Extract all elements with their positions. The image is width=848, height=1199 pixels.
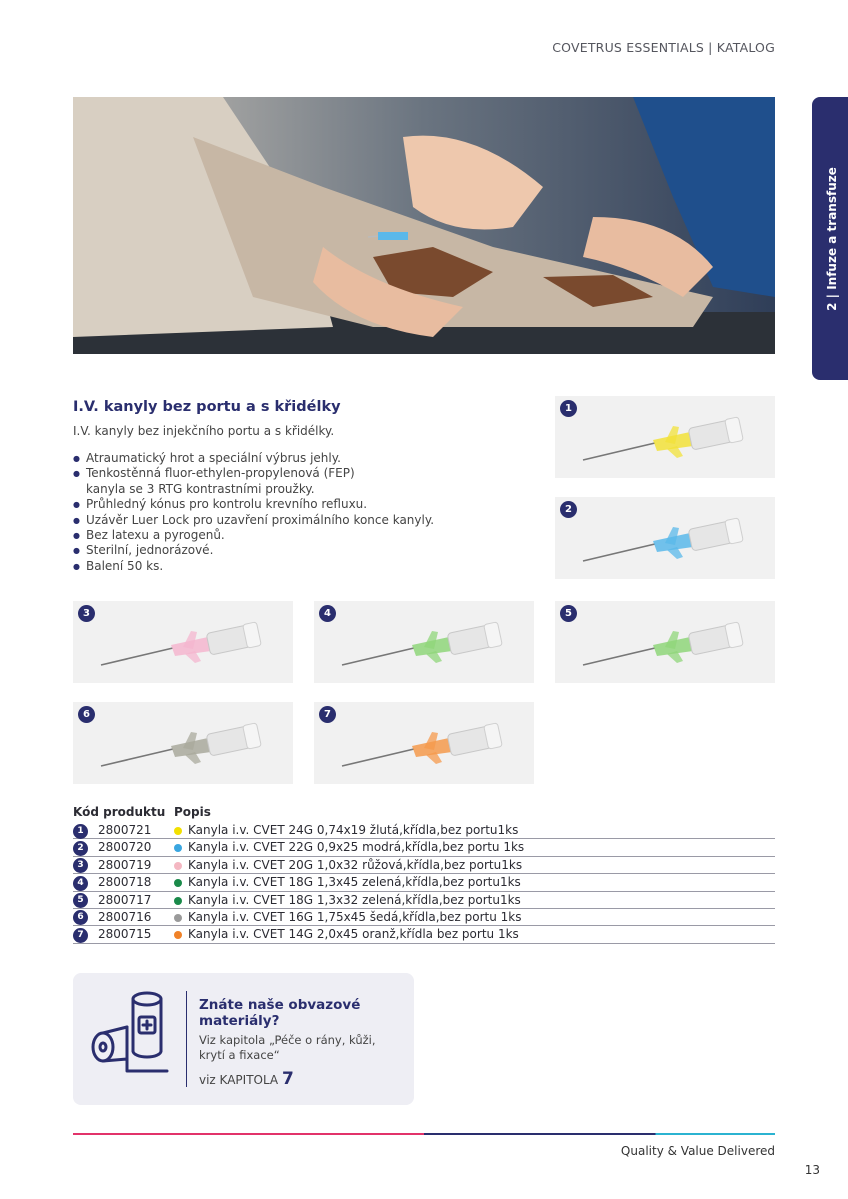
needle xyxy=(342,648,414,665)
info-box-text: Viz kapitola „Péče o rány, kůži, krytí a fixace“ xyxy=(199,1033,376,1062)
needle xyxy=(342,749,414,766)
related-chapter-box[interactable] xyxy=(73,973,414,1105)
product-table xyxy=(73,822,775,944)
product-number-badge: 4 xyxy=(319,605,336,622)
section-subtitle: I.V. kanyly bez injekčního portu a s křidélky. xyxy=(73,424,335,438)
product-number-badge: 5 xyxy=(560,605,577,622)
product-image-3 xyxy=(73,601,293,683)
table-row[interactable] xyxy=(73,822,775,839)
product-description: Kanyla i.v. CVET 18G 1,3x45 zelená,křídla,bez portu1ks xyxy=(188,875,521,890)
chapter-side-tab[interactable] xyxy=(812,97,848,380)
feature-list xyxy=(73,451,473,574)
cannula-icon xyxy=(314,702,534,784)
row-number-badge: 2 xyxy=(73,841,88,856)
color-dot xyxy=(174,862,182,870)
page-header: COVETRUS ESSENTIALS | KATALOG xyxy=(552,40,775,55)
product-code: 2800717 xyxy=(98,892,152,907)
product-number-badge: 2 xyxy=(560,501,577,518)
needle xyxy=(583,544,655,561)
product-code: 2800720 xyxy=(98,840,152,855)
hero-photo xyxy=(73,97,775,354)
needle xyxy=(101,749,173,766)
product-description: Kanyla i.v. CVET 22G 0,9x25 modrá,křídla,bez portu 1ks xyxy=(188,840,525,855)
chapter-side-tab-label: 2 | Infuze a transfuze xyxy=(825,166,839,311)
needle xyxy=(583,443,655,460)
product-number-badge: 6 xyxy=(78,706,95,723)
feature-item: ● Uzávěr Luer Lock pro uzavření proximálního konce kanyly. xyxy=(73,513,473,528)
row-number-badge: 7 xyxy=(73,928,88,943)
divider xyxy=(186,991,187,1087)
chapter-reference-prefix: viz KAPITOLA xyxy=(199,1073,279,1087)
product-image-2 xyxy=(555,497,775,579)
color-dot xyxy=(174,879,182,887)
footer-tagline: Quality & Value Delivered xyxy=(620,1144,775,1158)
feature-item: ● Tenkostěnná fluor-ethylen-propylenová (FEP) kanyla se 3 RTG kontrastními proužky. xyxy=(73,466,473,497)
row-number-badge: 3 xyxy=(73,858,88,873)
table-row[interactable] xyxy=(73,857,775,874)
feature-item: ● Atraumatický hrot a speciální výbrus jehly. xyxy=(73,451,473,466)
table-row[interactable] xyxy=(73,926,775,943)
row-number-badge: 4 xyxy=(73,876,88,891)
column-header-code: Kód produktu xyxy=(73,805,166,819)
page-number: 13 xyxy=(804,1163,820,1177)
table-row[interactable] xyxy=(73,839,775,856)
product-number-badge: 7 xyxy=(319,706,336,723)
product-image-4 xyxy=(314,601,534,683)
cannula-icon xyxy=(555,497,775,579)
feature-item: ● Sterilní, jednorázové. xyxy=(73,543,473,558)
row-number-badge: 5 xyxy=(73,893,88,908)
table-row[interactable] xyxy=(73,892,775,909)
product-code: 2800721 xyxy=(98,823,152,837)
column-header-description: Popis xyxy=(174,805,211,819)
feature-item: ● Balení 50 ks. xyxy=(73,559,473,574)
product-description: Kanyla i.v. CVET 18G 1,3x32 zelená,křídla,bez portu1ks xyxy=(188,892,521,907)
product-code: 2800716 xyxy=(98,909,152,924)
product-code: 2800718 xyxy=(98,875,152,890)
product-image-6 xyxy=(73,702,293,784)
cannula-icon xyxy=(73,702,293,784)
row-number-badge: 1 xyxy=(73,824,88,839)
product-description: Kanyla i.v. CVET 24G 0,74x19 žlutá,křídla,bez portu1ks xyxy=(188,823,519,837)
product-description: Kanyla i.v. CVET 16G 1,75x45 šedá,křídla,bez portu 1ks xyxy=(188,909,522,924)
table-row[interactable] xyxy=(73,909,775,926)
feature-item: ● Bez latexu a pyrogenů. xyxy=(73,528,473,543)
product-description: Kanyla i.v. CVET 20G 1,0x32 růžová,křídla,bez portu1ks xyxy=(188,857,523,872)
feature-item: ● Průhledný kónus pro kontrolu krevního refluxu. xyxy=(73,497,473,512)
chapter-reference-number: 7 xyxy=(281,1069,294,1089)
color-dot xyxy=(174,931,182,939)
footer-divider xyxy=(73,1133,775,1135)
cannula-icon xyxy=(314,601,534,683)
product-code: 2800719 xyxy=(98,857,152,872)
table-row[interactable] xyxy=(73,874,775,891)
needle xyxy=(101,648,173,665)
color-dot xyxy=(174,897,182,905)
info-box-title: Znáte naše obvazové materiály? xyxy=(199,997,361,1029)
product-image-1 xyxy=(555,396,775,478)
product-code: 2800715 xyxy=(98,927,152,942)
color-dot xyxy=(174,914,182,922)
row-number-badge: 6 xyxy=(73,910,88,925)
bandage-roll-icon xyxy=(87,989,179,1089)
color-dot xyxy=(174,844,182,852)
chapter-reference[interactable] xyxy=(199,1069,294,1089)
cannula-icon xyxy=(73,601,293,683)
product-number-badge: 1 xyxy=(560,400,577,417)
product-image-5 xyxy=(555,601,775,683)
product-image-7 xyxy=(314,702,534,784)
table-header xyxy=(73,805,211,819)
cannula-icon xyxy=(555,601,775,683)
product-description: Kanyla i.v. CVET 14G 2,0x45 oranž,křídla bez portu 1ks xyxy=(188,927,519,942)
needle xyxy=(583,648,655,665)
color-dot xyxy=(174,827,182,835)
cannula-icon xyxy=(555,396,775,478)
product-number-badge: 3 xyxy=(78,605,95,622)
section-title: I.V. kanyly bez portu a s křidélky xyxy=(73,399,341,415)
